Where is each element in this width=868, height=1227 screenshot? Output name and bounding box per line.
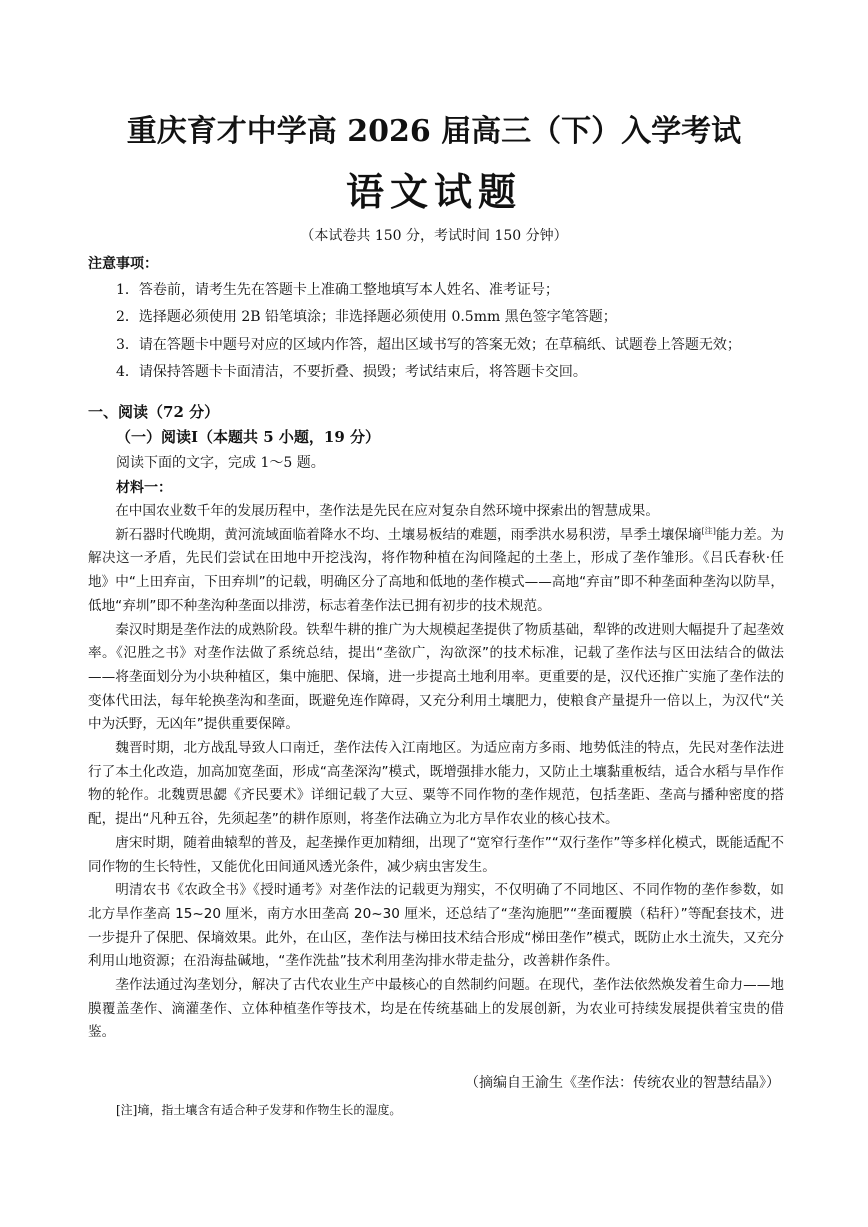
article-paragraph: 魏晋时期，北方战乱导致人口南迁，垄作法传入江南地区。为适应南方多雨、地势低洼的特点，先民对垄作法进行了本土化改造，加高加宽垄面，形成“高垄深沟”模式，既增强排水能力，又防止土壤黏重板结，适合水稻与旱作作物的轮作。北魏贾思勰《齐民要术》详细记载了大豆、粟等不同作物的垄作规范，包括垄距、垄高与播种密度的搭配，提出“凡种五谷，先须起垄”的耕作原则，将垄作法确立为北方旱作农业的核心技术。 bbox=[88, 740, 784, 828]
paragraph-text: 新石器时代晚期，黄河流域面临着降水不均、土壤易板结的难题，雨季洪水易积涝，旱季土壤保墒 bbox=[115, 526, 702, 543]
subject-title: 语文试题 bbox=[345, 169, 522, 214]
article-paragraph: 在中国农业数千年的发展历程中，垄作法是先民在应对复杂自然环境中探索出的智慧成果。 bbox=[115, 503, 659, 519]
section-heading: 一、阅读（72 分） bbox=[88, 403, 220, 421]
notice-heading: 注意事项： bbox=[88, 256, 158, 272]
exam-title: 重庆育才中学高 2026 届高三（下）入学考试 bbox=[126, 114, 742, 149]
exam-info: （本试卷共 150 分，考试时间 150 分钟） bbox=[300, 228, 568, 244]
notice-item: 2．选择题必须使用 2B 铅笔填涂；非选择题必须使用 0.5mm 黑色签字笔答题； bbox=[116, 309, 617, 326]
article-paragraph bbox=[88, 524, 784, 619]
footnote: [注]墒，指土壤含有适合种子发芽和作物生长的湿度。 bbox=[116, 1103, 402, 1117]
reading-instruction: 阅读下面的文字，完成 1～5 题。 bbox=[116, 455, 325, 471]
paragraph-text: 能力差。为解决这一矛盾，先民们尝试在田地中开挖浅沟，将作物种植在沟间隆起的土垄上，形成了垄作雏形。《吕氏春秋·任地》中“上田弃亩，下田弃圳”的记载，明确区分了高地和低地的垄作模式——高地“弃亩”即不种垄面种垄沟以防旱，低地“弃圳”即不种垄沟种垄面以排涝，标志着垄作法已拥有初步的技术规范。 bbox=[88, 526, 785, 614]
material-label: 材料一： bbox=[116, 480, 172, 496]
article-paragraph: 唐宋时期，随着曲辕犁的普及，起垄操作更加精细，出现了“宽窄行垄作”“双行垄作”等多样化模式，既能适配不同作物的生长特性，又能优化田间通风透光条件，减少病虫害发生。 bbox=[88, 834, 784, 875]
notice-list bbox=[116, 277, 816, 386]
article-paragraph: 明清农书《农政全书》《授时通考》对垄作法的记载更为翔实，不仅明确了不同地区、不同作物的垄作参数，如北方旱作垄高 15~20 厘米，南方水田垄高 20~30 厘米，还总结了“垄沟施肥”“垄面覆膜（秸秆）”等配套技术，进一步提升了保肥、保墒效果。此外，在山区，垄作法与梯田技术结合形成“梯田垄作”模式，既防止水土流失，又充分利用山地资源；在沿海盐碱地，“垄作洗盐”技术利用垄沟排水带走盐分，改善耕作条件。 bbox=[88, 882, 784, 970]
footnote-marker: [注] bbox=[701, 526, 716, 536]
subsection-heading: （一）阅读Ⅰ（本题共 5 小题，19 分） bbox=[116, 428, 380, 446]
article-paragraph: 垄作法通过沟垄划分，解决了古代农业生产中最核心的自然制约问题。在现代，垄作法依然焕发着生命力——地膜覆盖垄作、滴灌垄作、立体种植垄作等技术，均是在传统基础上的发展创新，为农业可持续发展提供着宝贵的借鉴。 bbox=[88, 977, 784, 1041]
article-body bbox=[88, 500, 784, 1045]
article-paragraph: 秦汉时期是垄作法的成熟阶段。铁犁牛耕的推广为大规模起垄提供了物质基础，犁铧的改进则大幅提升了起垄效率。《氾胜之书》对垄作法做了系统总结，提出“垄欲广，沟欲深”的技术标准，记载了垄作法与区田法结合的做法——将垄面划分为小块种植区，集中施肥、保墒，进一步提高土地利用率。更重要的是，汉代还推广实施了垄作法的变体代田法，每年轮换垄沟和垄面，既避免连作障碍，又充分利用土壤肥力，使粮食产量提升一倍以上，为汉代“关中为沃野，无凶年”提供重要保障。 bbox=[88, 621, 784, 733]
notice-item: 3．请在答题卡中题号对应的区域内作答，超出区域书写的答案无效；在草稿纸、试题卷上答题无效； bbox=[116, 336, 741, 353]
notice-item: 1．答卷前，请考生先在答题卡上准确工整地填写本人姓名、准考证号； bbox=[116, 282, 559, 298]
article-source: （摘编自王渝生《垄作法：传统农业的智慧结晶》） bbox=[465, 1075, 780, 1091]
notice-item: 4．请保持答题卡卡面清洁，不要折叠、损毁；考试结束后，将答题卡交回。 bbox=[116, 363, 587, 380]
